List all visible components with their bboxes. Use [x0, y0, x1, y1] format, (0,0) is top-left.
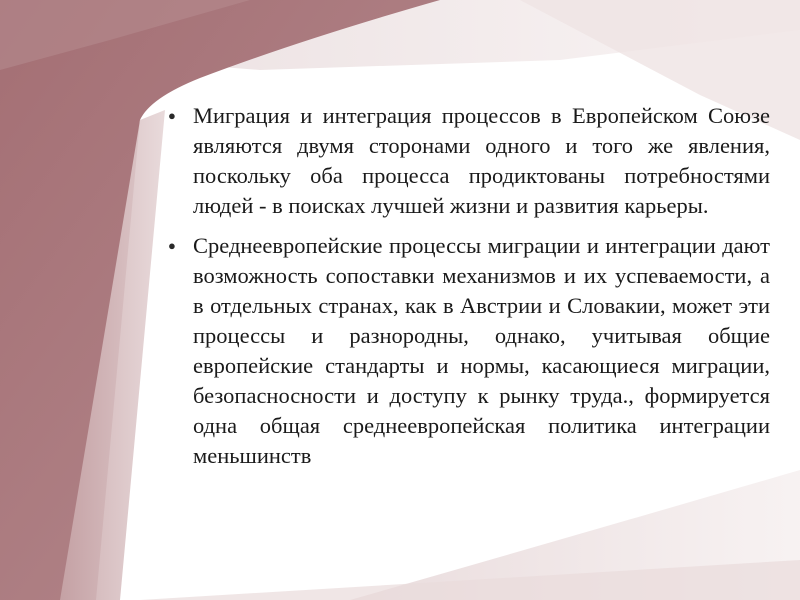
- bullet-item: [168, 231, 770, 471]
- bullet-dot-icon: ●: [168, 238, 176, 253]
- bullet-text: Миграция и интеграция процессов в Европейском Союзе являются двумя сторонами одного и того же явления, поскольку оба процесса продиктованы потребностями людей - в поисках лучшей жизни и развития карьеры.: [193, 103, 770, 218]
- bullet-text: Среднеевропейские процессы миграции и интеграции дают возможность сопоставки механизмов и их успеваемости, а в отдельных странах, как в Австрии и Словакии, может эти процессы и разнородны, однако, учитывая общие европейские стандарты и нормы, касающиеся миграции, безопасносности и доступу к рынку труда., формируется одна общая среднеевропейская политика интеграции меньшинств: [193, 233, 770, 468]
- bullet-dot-icon: ●: [168, 108, 176, 123]
- slide-content: [168, 101, 770, 481]
- bullet-list: [168, 101, 770, 471]
- bullet-item: [168, 101, 770, 221]
